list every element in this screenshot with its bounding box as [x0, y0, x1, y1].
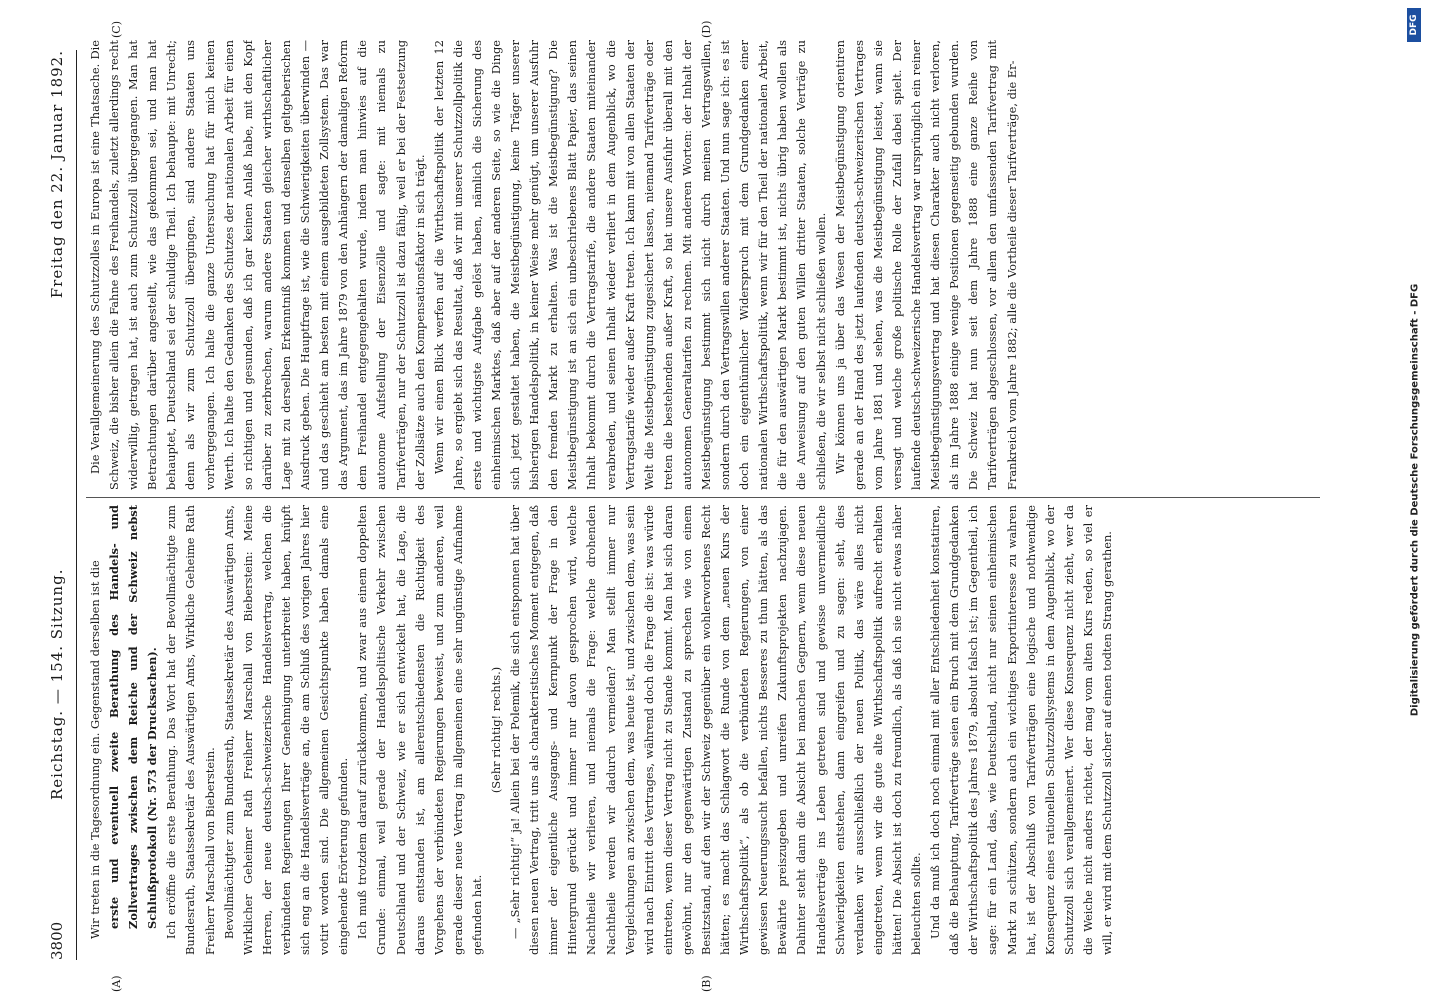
interjection: (Sehr richtig! rechts.) — [488, 666, 503, 794]
paragraph: Wir treten in die Tagesordnung ein. Gegenstand derselben ist die — [88, 560, 102, 939]
dfg-notice: Digitalisierung gefördert durch die Deutsche Forschungsgemeinschaft - DFG — [1409, 283, 1421, 717]
right-column — [86, 40, 1320, 490]
paragraph: Ich muß trotzdem darauf zurückkommen, und zwar aus einem doppelten Grunde: einmal, weil gerade der Handelspolitische Verkehr zwischen Deutschland und der Schweiz, wie er sich entwickelt hat, die Lage, die daraus entstanden ist, am allerentschiedensten die Richtigkeit des Vorgehens der verbündeten Regierungen beweist, und zum anderen, weil gerade dieser neue Vertrag im allgemeinen eine sehr ungünstige Aufnahme gefunden hat. — [355, 505, 484, 955]
paragraph: — „Sehr richtig!“ ja! Allein bei der Polemik, die sich entsponnen hat über diesen neuen Vertrag, tritt uns als charakteristisches Moment entgegen, daß immer der eigentliche Ausgangs- und Kernpunkt der Frage in den Hintergrund gerückt und immer nur davon gesprochen wird, welche Nachtheile wir verlieren, und niemals die Frage: welche drohenden Nachtheile werden wir dadurch vermeiden? Man stellt immer nur Vergleichungen an zwischen dem, was heute ist, und zwischen dem, was sein wird nach Eintritt des Vertrages, während doch die Frage die ist: was würde eintreten, wenn dieser Vertrag nicht zu Stande kommt. Man hat sich daran gewöhnt, nur den gegenwärtigen Zustand zu sprechen wie von einem Besitzstand, auf den wir der Schweiz gegenüber ein wohlerworbenes Recht hätten; es macht das Schlagwort die Runde von dem „neuen Kurs der Wirthschaftspolitik“, als ob die verbündeten Regierungen, von einer gewissen Neuerungssucht befallen, nichts Besseres zu thun hätten, als das Bewährte preiszugeben und unreifen Zukunftsprojekten nachzujagen. Dahinter steht dann die Absicht bei manchen Gegnern, wenn diese neuen Handelsverträge ins Leben getreten sind und gewisse unvermeidliche Schwierigkeiten entstehen, dann eingreifen und zu sagen: seht, dies verdanken wir ausschließlich der neuen Politik, das wäre alles nicht eingetreten, wenn wir die gute alte Wirthschaftspolitik aufrecht erhalten hätten! Die Absicht ist doch zu freundlich, als daß ich sie nicht etwas näher beleuchten sollte. — [508, 505, 924, 955]
paragraph: Ich eröffne die erste Berathung. Das Wort hat der Bevollmächtigte zum Bundesrath, Staatssekretär des Auswärtigen Amts, Wirkliche Geheime Rath Freiherr Marschall von Bieberstein. — [164, 505, 217, 955]
paragraph: Wenn wir einen Blick werfen auf die Wirthschaftspolitik der letzten 12 Jahre, so ergiebt sich das Resultat, daß wir mit unserer Schutzzollpolitik die erste und wichtigste Aufgabe gelöst haben, nämlich die Sicherung des einheimischen Marktes, daß aber auf der anderen Seite, so wie die Dinge sich jetzt gestaltet haben, die Meistbegünstigung, keine Träger unserer bisherigen Handelspolitik, in keiner Weise mehr genügt, um unserer Ausfuhr den fremden Markt zu erhalten. Was ist die Meistbegünstigung? Die Meistbegünstigung ist an sich ein unbeschriebenes Blatt Papier, das seinen Inhalt bekommt durch die Vertragstarife, die andere Staaten miteinander verabreden, und seinen Inhalt wieder verliert in dem Augenblick, wo die Vertragstarife wieder außer Kraft treten. Ich kann mit von allen Staaten der Welt die Meistbegünstigung zugesichert lassen, niemand Tarifverträge oder treten die bestehenden außer Kraft, so hat unsere Ausfuhr überall mit den autonomen Generaltarifen zu rechnen. Mit anderen Worten: der Inhalt der Meistbegünstigung bestimmt sich nicht durch meinen Vertragswillen, sondern durch den Vertragswillen anderer Staaten. Und nun sage ich: es ist doch ein eigenthümlicher Widerspruch mit dem Grundgedanken einer nationalen Wirthschaftspolitik, wenn wir für den Theil der nationalen Arbeit, die für den auswärtigen Markt bestimmt ist, nichts übrig haben wollen als die Anweisung auf den guten Willen dritter Staaten, solche Verträge zu schließen, die wir selbst nicht schließen wollen. — [431, 40, 828, 490]
margin-marker-d: (D) — [700, 20, 713, 38]
paragraph: Wir können uns ja über das Wesen der Meistbegünstigung orientiren gerade an der Hand des jetzt laufenden deutsch-schweizerischen Vertrages vom Jahre 1881 und sehen, was die Meistbegünstigung leistet, wann sie versagt und welche große politische Rolle der Zufall dabei spielt. Der laufende deutsch-schweizerische Handelsvertrag war ursprünglich ein reiner Meistbegünstigungsvertrag und hat diesen Charakter auch nicht verloren, als im Jahre 1888 einige wenige Positionen gegenseitig gebunden wurden. Die Schweiz hat nun seit dem Jahre 1888 eine ganze Reihe von Tarifverträgen abgeschlossen, vor allem den umfassenden Tarifvertrag mit Frankreich vom Jahre 1882; alle die Vortheile dieser Tarifverträge, die Er- — [832, 40, 1019, 490]
dfg-sidebar — [1398, 0, 1432, 1000]
page-header — [48, 50, 72, 960]
margin-marker-b: (B) — [700, 975, 713, 992]
paragraph: Und da muß ich doch noch einmal mit aller Entschiedenheit konstatiren, daß die Behauptung, Tarifverträge seien ein Bruch mit dem Grundgedanken der Wirthschaftspolitik des Jahres 1879, absolut falsch ist; im Gegentheil, ich sage: für ein Land, das, wie Deutschland, nicht nur seinen einheimischen Markt zu schützen, sondern auch ein wichtiges Exportinteresse zu wahren hat, ist der Abschluß von Tarifverträgen eine logische und nothwendige Konsequenz eines rationellen Schutzzollsystems in dem Augenblick, wo der Schutzzoll sich verallgemeinert. Wer diese Konsequenz nicht zieht, wer da die Weiche nicht anders richtet, der mag vom alten Kurs reden, so viel er will, er wird mit dem Schutzzoll sicher auf einen todten Strang gerathen. — [928, 505, 1114, 955]
paragraph: Die Verallgemeinerung des Schutzzolles in Europa ist eine Thatsache. Die Schweiz, die bisher allein die Fahne des Freihandels, zuletzt allerdings recht widerwillig, getragen hat, ist auch zum Schutzzoll übergegangen. Man hat Betrachtungen darüber angestellt, wie das gekommen sei, und man hat behauptet, Deutschland sei der schuldige Theil. Ich behaupte: mit Unrecht; denn als wir zum Schutzzoll übergingen, sind andere Staaten uns vorhergegangen. Ich halte die ganze Untersuchung hat für mich keinen Werth. Ich halte den Gedanken des Schutzes der nationalen Arbeit für einen so richtigen und gesunden, daß ich gar keinen Anlaß habe, mit den Kopf darüber zu zerbrechen, warum andere Staaten gleicher wirthschaftlicher Lage mit zu derselben Erkenntniß kommen und denselben geltgeberischen Ausdruck geben. Die Hauptfrage ist, wie die Schwierigkeiten überwinden — und das geschieht am besten mit einem ausgebildeten Zollsystem. Das war das Argument, das im Jahre 1879 von den Anhängern der damaligen Reform dem Freihandel entgegengehalten wurde, indem man hinwies auf die autonome Aufstellung der Eisenzölle und sagte: mit niemals zu Tarifverträgen, nur der Schutzzoll ist dazu fähig, weil er bei der Festsetzung der Zollsätze auch den Kompensationsfaktor in sich trägt. — [88, 40, 427, 490]
agenda-item: erste und eventuell zweite Berathung des Handels- und Zollvertrages zwischen dem Reiche und der Schweiz nebst Schlußprotokoll (Nr. 573 der Drucksachen). — [107, 505, 160, 929]
page-date: Freitag den 22. Januar 1892. — [48, 50, 66, 299]
header-rule — [76, 50, 77, 960]
left-column — [86, 505, 1320, 955]
margin-marker-c: (C) — [110, 21, 123, 38]
margin-marker-a: (A) — [110, 975, 123, 992]
page-number: 3800 — [48, 921, 66, 960]
dfg-logo: DFG — [1407, 8, 1421, 42]
page-title: Reichstag. — 154. Sitzung. — [48, 568, 66, 800]
speech-paragraph: Bevollmächtigter zum Bundesrath, Staatssekretär des Auswärtigen Amts, Wirklicher Geheimer Rath Freiherr Marschall von Bieberstein: Meine Herren, der neue deutsch-schweizerische Handelsvertrag, welchen die verbündeten Regierungen Ihrer Genehmigung unterbreitet haben, knüpft sich eng an die Handelsverträge an, die am Schluß des vorigen Jahres hier votirt worden sind. Die allgemeinen Gesichtspunkte haben damals eine eingehende Erörterung gefunden. — [221, 505, 351, 955]
column-divider — [86, 497, 1320, 498]
